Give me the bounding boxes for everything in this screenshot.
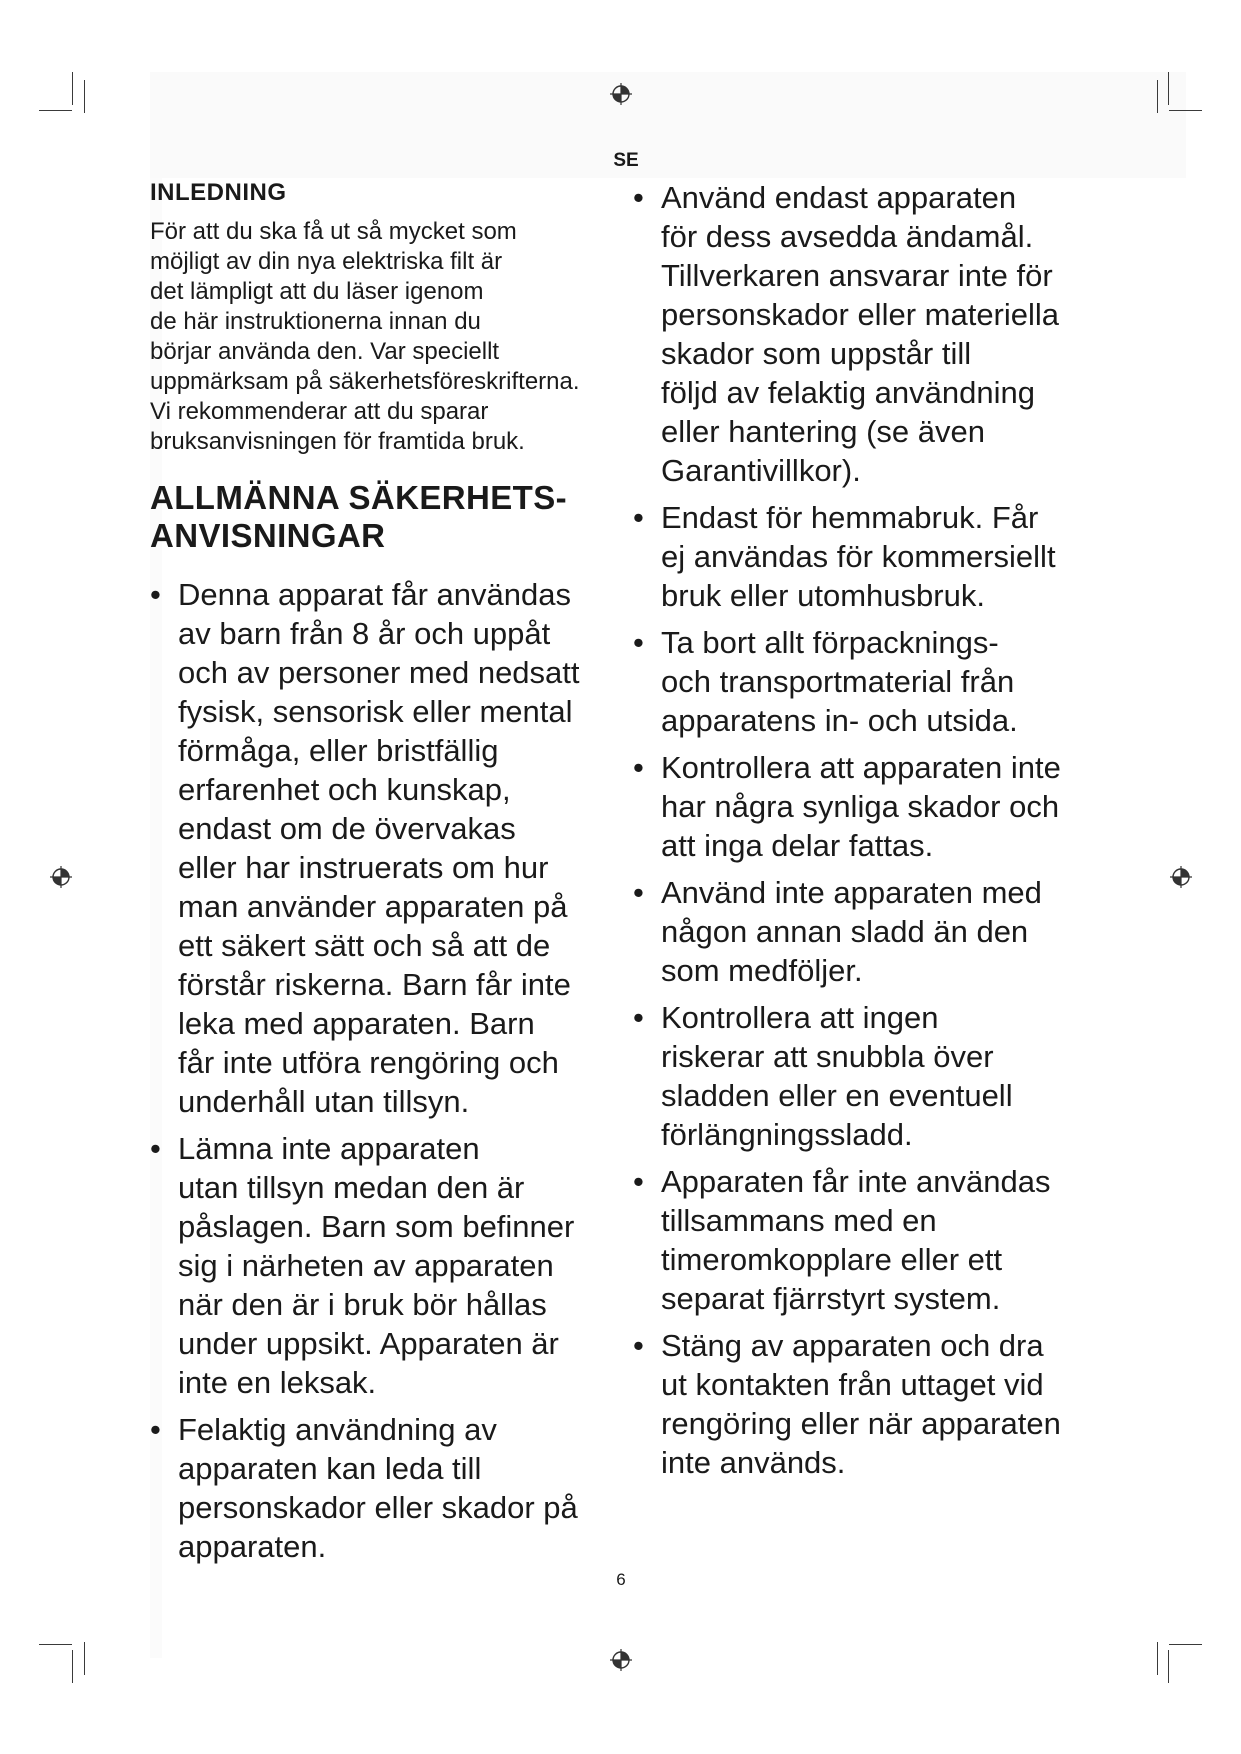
list-item [633,873,1093,990]
bullet-icon: • [150,577,161,612]
list-item-text: Ta bort allt förpacknings- och transportmaterial från apparatens in- och utsida. [661,625,1018,738]
list-item-text: Felaktig användning av apparaten kan leda till personskador eller skador på apparaten. [178,1412,578,1564]
safety-list-right [633,178,1093,1482]
header-shade [150,72,1186,178]
page-number: 6 [616,1570,626,1589]
registration-mark-top-icon [610,83,632,105]
intro-heading: INLEDNING [150,179,287,206]
registration-mark-bottom-icon [610,1649,632,1671]
bullet-icon: • [633,750,644,785]
list-item [633,498,1093,615]
list-item-text: Kontrollera att apparaten inte har några synliga skador och att inga delar fattas. [661,750,1061,863]
list-item [150,1410,610,1566]
safety-list-left [150,575,610,1566]
registration-mark-right-icon [1170,866,1192,888]
list-item [150,1129,610,1402]
list-item [633,1326,1093,1482]
intro-paragraph: För att du ska få ut så mycket som möjligt av din nya elektriska filt är det lämpligt att du läser igenom de här instruktionerna innan du börjar använda den. Var speciellt uppmärksam på säkerhetsföreskrifterna. Vi rekommenderar att du sparar bruksanvisningen för framtida bruk. [150,218,580,455]
list-item [633,178,1093,490]
bullet-icon: • [633,1000,644,1035]
list-item-text: Apparaten får inte användas tillsammans med en timeromkopplare eller ett separat fjärrstyrt system. [661,1164,1051,1316]
list-item-text: Använd endast apparaten för dess avsedda ändamål. Tillverkaren ansvarar inte för personskador eller materiella skador som uppstår till följd av felaktig användning eller hantering (se även Garantivillkor). [661,180,1060,488]
bullet-icon: • [633,875,644,910]
list-item [633,1162,1093,1318]
list-item-text: Denna apparat får användas av barn från 8 år och uppåt och av personer med nedsatt fysisk, sensorisk eller mental förmåga, eller bristfällig erfarenhet och kunskap, endast om de övervakas eller har instruerats om hur man använder apparaten på ett säkert sätt och så att de förstår riskerna. Barn får inte leka med apparaten. Barn får inte utföra rengöring och underhåll utan tillsyn. [178,577,580,1119]
bullet-icon: • [633,180,644,215]
bullet-icon: • [150,1412,161,1447]
list-item-text: Använd inte apparaten med någon annan sladd än den som medföljer. [661,875,1042,988]
list-item-text: Endast för hemmabruk. Får ej användas för kommersiellt bruk eller utomhusbruk. [661,500,1056,613]
list-item [633,998,1093,1154]
left-column [150,178,610,1574]
list-item [633,623,1093,740]
language-code: SE [613,150,639,171]
bullet-icon: • [633,1164,644,1199]
bullet-icon: • [633,625,644,660]
list-item-text: Lämna inte apparaten utan tillsyn medan den är påslagen. Barn som befinner sig i närheten av apparaten när den är i bruk bör hållas under uppsikt. Apparaten är inte en leksak. [178,1131,575,1400]
registration-mark-left-icon [50,866,72,888]
list-item [633,748,1093,865]
bullet-icon: • [633,1328,644,1363]
bullet-icon: • [633,500,644,535]
bullet-icon: • [150,1131,161,1166]
list-item-text: Kontrollera att ingen riskerar att snubbla över sladden eller en eventuell förlängningssladd. [661,1000,1013,1152]
list-item-text: Stäng av apparaten och dra ut kontakten från uttaget vid rengöring eller när apparaten inte används. [661,1328,1061,1480]
list-item [150,575,610,1121]
safety-heading: ALLMÄNNA SÄKERHETS- ANVISNINGAR [150,479,568,554]
right-column [633,178,1093,1490]
